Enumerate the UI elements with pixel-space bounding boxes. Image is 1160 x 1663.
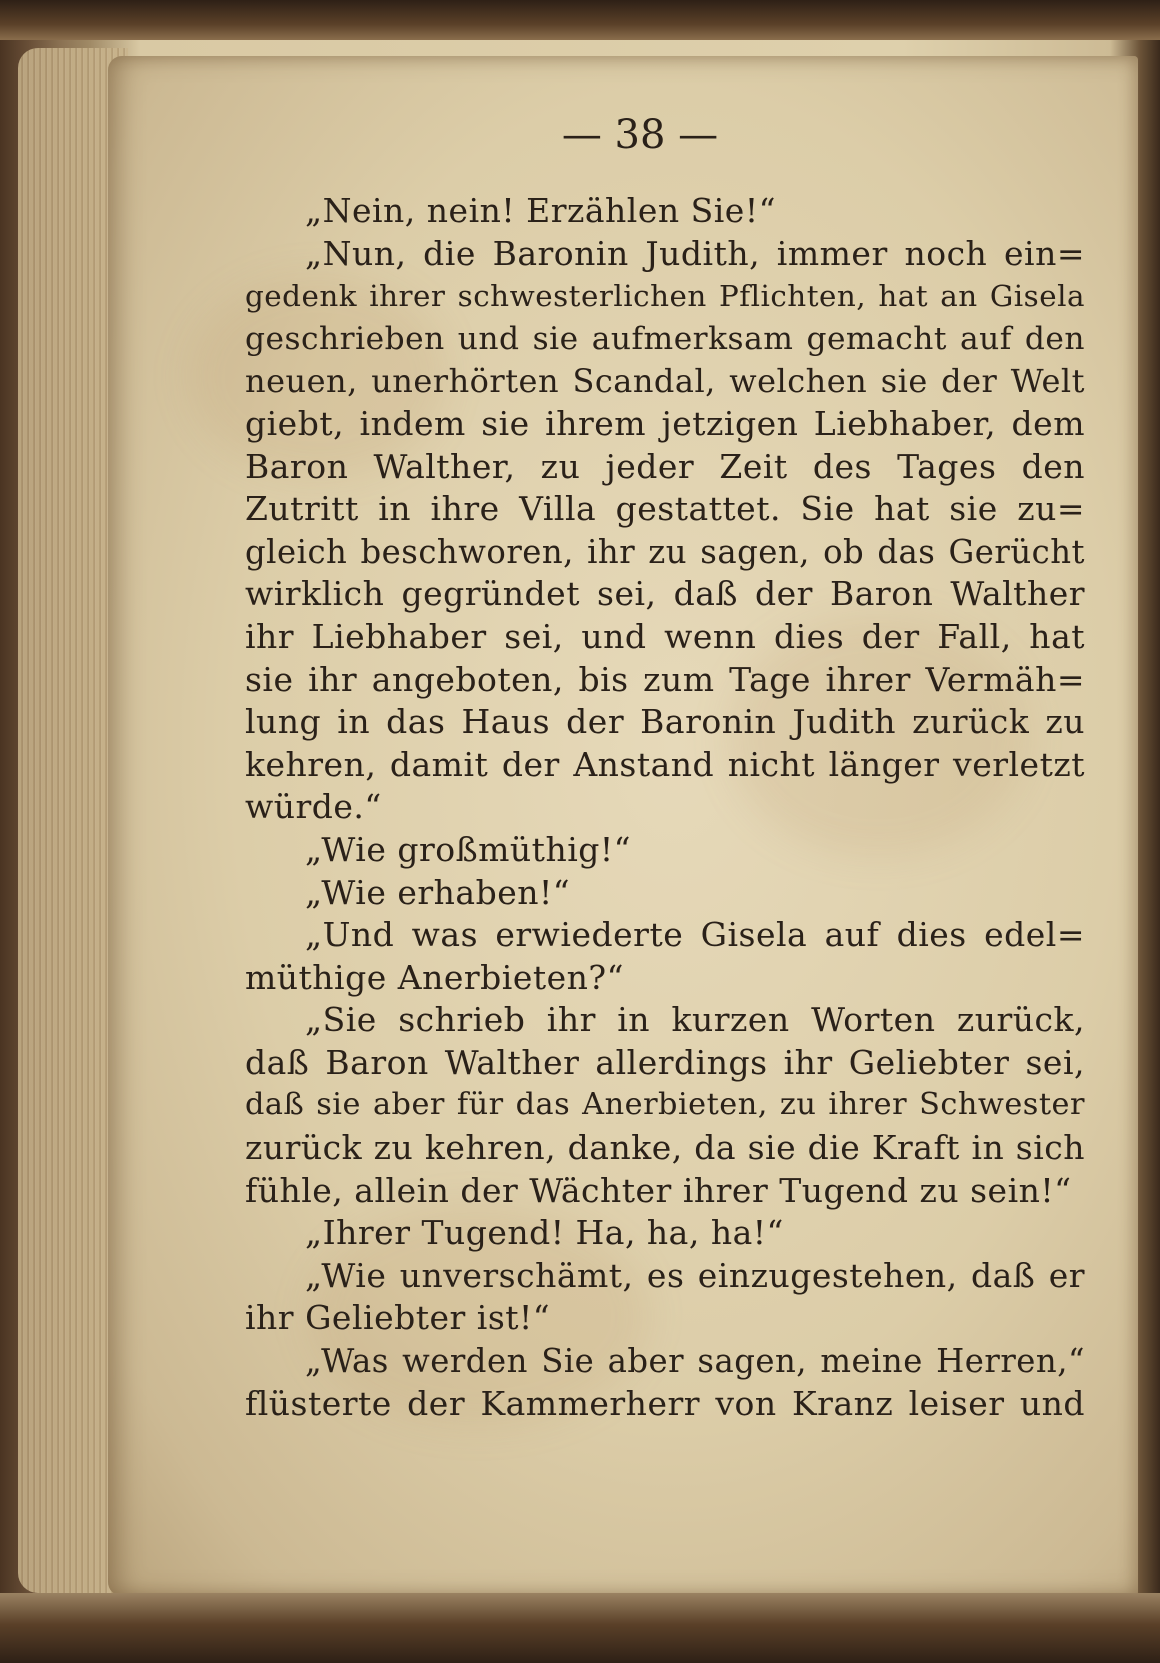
text-line: neuen, unerhörten Scandal, welchen sie der Welt [245,362,1085,401]
text-line: Zutritt in ihre Villa gestattet. Sie hat sie zu= [245,489,1085,529]
text-line: wirklich gegründet sei, daß der Baron Walther [245,574,1085,614]
book-cover-top [0,0,1160,40]
text-line: „Wie erhaben!“ [305,872,571,912]
text-line: kehren, damit der Anstand nicht länger verletzt [245,744,1085,784]
page-number-header: — 38 — [561,112,719,158]
text-line: fühle, allein der Wächter ihrer Tugend zu sein!“ [245,1170,1072,1210]
text-line: „Sie schrieb ihr in kurzen Worten zurück, [305,1000,1085,1040]
text-line: lung in das Haus der Baronin Judith zurück zu [245,702,1085,742]
text-line: „Nein, nein! Erzählen Sie!“ [305,191,776,230]
text-line: müthige Anerbieten?“ [245,957,624,997]
text-line: „Was werden Sie aber sagen, meine Herren,“ [305,1342,1085,1381]
text-line: ihr Geliebter ist!“ [245,1298,551,1338]
text-line: giebt, indem sie ihrem jetzigen Liebhaber, dem [245,403,1085,443]
text-line: geschrieben und sie aufmerksam gemacht auf den [245,320,1085,357]
text-line: „Wie unverschämt, es einzugestehen, daß er [305,1255,1085,1295]
book-cover-bottom [0,1593,1160,1663]
text-line: würde.“ [245,787,382,827]
text-line: flüsterte der Kammerherr von Kranz leiser und [245,1383,1085,1423]
text-line: „Ihrer Tugend! Ha, ha, ha!“ [305,1213,784,1253]
text-line: daß sie aber für das Anerbieten, zu ihrer Schwester [245,1087,1085,1123]
text-line: sie ihr angeboten, bis zum Tage ihrer Vermäh= [245,659,1085,699]
text-line: „Nun, die Baronin Judith, immer noch ein= [305,233,1085,273]
text-line: daß Baron Walther allerdings ihr Geliebter sei, [245,1042,1085,1082]
text-line: „Wie großmüthig!“ [305,829,632,869]
text-line: zurück zu kehren, danke, da sie die Kraft in sich [245,1128,1085,1168]
body-text [245,190,1085,1425]
text-line: ihr Liebhaber sei, und wenn dies der Fall, hat [245,616,1085,656]
text-line: „Und was erwiederte Gisela auf dies edel= [305,915,1085,955]
text-line: Baron Walther, zu jeder Zeit des Tages den [245,446,1085,486]
text-line: gleich beschworen, ihr zu sagen, ob das Gerücht [245,532,1085,571]
text-line: gedenk ihrer schwesterlichen Pflichten, hat an Gisela [245,279,1085,314]
